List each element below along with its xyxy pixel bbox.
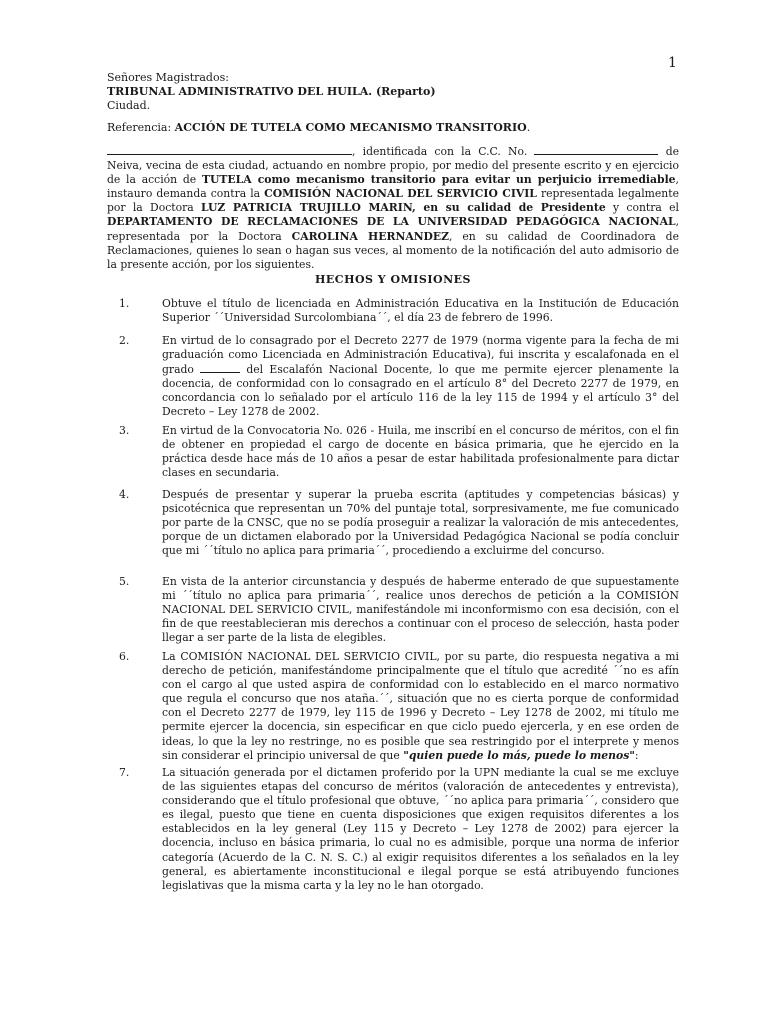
id-blank-line bbox=[534, 144, 658, 155]
name-blank-line bbox=[107, 144, 352, 155]
section-title: HECHOS Y OMISIONES bbox=[315, 273, 471, 286]
reference-label: Referencia: bbox=[107, 121, 175, 134]
fact-item-4: 4. Después de presentar y superar la prueba escrita (aptitudes y competencias básicas) y psicotécnica que representan un 70% del puntaje total, sorpresivamente, me fue comunicado por parte de la CNSC, que no se podía proseguir a realizar la valoración de mis antecedentes, porque de un dictamen elaborado por la Universidad Pedagógica Nacional se podía concluir que mi ´´título no aplica para primaria´´, procediendo a excluirme del concurso. bbox=[119, 488, 679, 558]
fact-item-7: 7. La situación generada por el dictamen proferido por la UPN mediante la cual se me excluye de las siguientes etapas del concurso de méritos (valoración de antecedentes y entrevista), considerando que el título profesional que obtuve, ´´no aplica para primaria´´, considero que es ilegal, puesto que tiene en cuenta disposiciones que exigen requisitos diferentes a los establecidos en la ley general (Ley 115 y Decreto – Ley 1278 de 2002) para ejercer la docencia, incluso en básica primaria, lo cual no es admisible, porque una norma de inferior categoría (Acuerdo de la C. N. S. C.) al exigir requisitos diferentes a los señalados en la ley general, es abiertamente inconstitucional e ilegal porque se está atribuyendo funciones legislativas que la misma carta y la ley no le han otorgado. bbox=[119, 766, 679, 892]
fact-item-1: 1. Obtuve el título de licenciada en Administración Educativa en la Institución de Educación Superior ´´Universidad Surcolombiana´´, el día 23 de febrero de 1996. bbox=[119, 297, 679, 325]
reference-line: Referencia: ACCIÓN DE TUTELA COMO MECANISMO TRANSITORIO. bbox=[107, 121, 531, 134]
fact-item-6: 6. La COMISIÓN NACIONAL DEL SERVICIO CIVIL, por su parte, dio respuesta negativa a mi derecho de petición, manifestándome principalmente que el título que acredité ´´no es afín con el cargo al que usted aspira de conformidad con lo establecido en el marco normativo que regula el concurso que nos ataña.´´, situación que no es cierta porque de conformidad con el Decreto 2277 de 1979, ley 115 de 1996 y Decreto – Ley 1278 de 2002, mi título me permite ejercer la docencia, sin especificar en que ciclo puedo ejercerla, y en ese orden de ideas, lo que la ley no restringe, no es posible que sea restringido por el interprete y menos sin considerar el principio universal de que "quien puede lo más, puede lo menos": bbox=[119, 650, 679, 762]
addressee-salutation: Señores Magistrados: bbox=[107, 71, 229, 84]
fact-item-2: 2. En virtud de lo consagrado por el Decreto 2277 de 1979 (norma vigente para la fecha de mi graduación como Licenciada en Administración Educativa), fui inscrita y escalafonada en el grado del Escalafón Nacional Docente, lo que me permite ejercer plenamente la docencia, de conformidad con lo consagrado en el artículo 8° del Decreto 2277 de 1979, en concordancia con lo señalado por el artículo 116 de la ley 115 de 1994 y el artículo 3° del Decreto – Ley 1278 de 2002. bbox=[119, 334, 680, 419]
reference-value: ACCIÓN DE TUTELA COMO MECANISMO TRANSITORIO bbox=[174, 121, 527, 134]
addressee-court: TRIBUNAL ADMINISTRATIVO DEL HUILA. (Reparto) bbox=[107, 85, 436, 99]
fact-item-3: 3. En virtud de la Convocatoria No. 026 - Huila, me inscribí en el concurso de méritos, con el fin de obtener en propiedad el cargo de docente en básica primaria, que he ejercido en la práctica desde hace más de 10 años a pesar de estar habilitada profesionalmente para dictar clases en secundaria. bbox=[119, 424, 679, 480]
intro-paragraph: , identificada con la C.C. No. de Neiva, vecina de esta ciudad, actuando en nombre propio, por medio del presente escrito y en ejercicio de la acción de TUTELA como mecanismo transitorio para evitar un perjuicio irremediable, instauro demanda contra la COMISIÓN NACIONAL DEL SERVICIO CIVIL representada legalmente por la Doctora LUZ PATRICIA TRUJILLO MARIN, en su calidad de Presidente y contra el DEPARTAMENTO DE RECLAMACIONES DE LA UNIVERSIDAD PEDAGÓGICA NACIONAL, representada por la Doctora CAROLINA HERNANDEZ, en su calidad de Coordinadora de Reclamaciones, quienes lo sean o hagan sus veces, al momento de la notificación del auto admisorio de la presente acción, por los siguientes. bbox=[107, 145, 680, 271]
grade-blank-line bbox=[200, 362, 240, 373]
page-number: 1 bbox=[668, 55, 677, 71]
addressee-city: Ciudad. bbox=[107, 99, 151, 113]
fact-item-5: 5. En vista de la anterior circunstancia y después de haberme enterado de que supuestamente mi ´´título no aplica para primaria´´, realice unos derechos de petición a la COMISIÓN NACIONAL DEL SERVICIO CIVIL, manifestándole mi inconformismo con esa decisión, con el fin de que reestablecieran mis derechos a continuar con el proceso de selección, hasta poder llegar a ser parte de la lista de elegibles. bbox=[119, 575, 679, 645]
addressee-block bbox=[107, 71, 679, 114]
